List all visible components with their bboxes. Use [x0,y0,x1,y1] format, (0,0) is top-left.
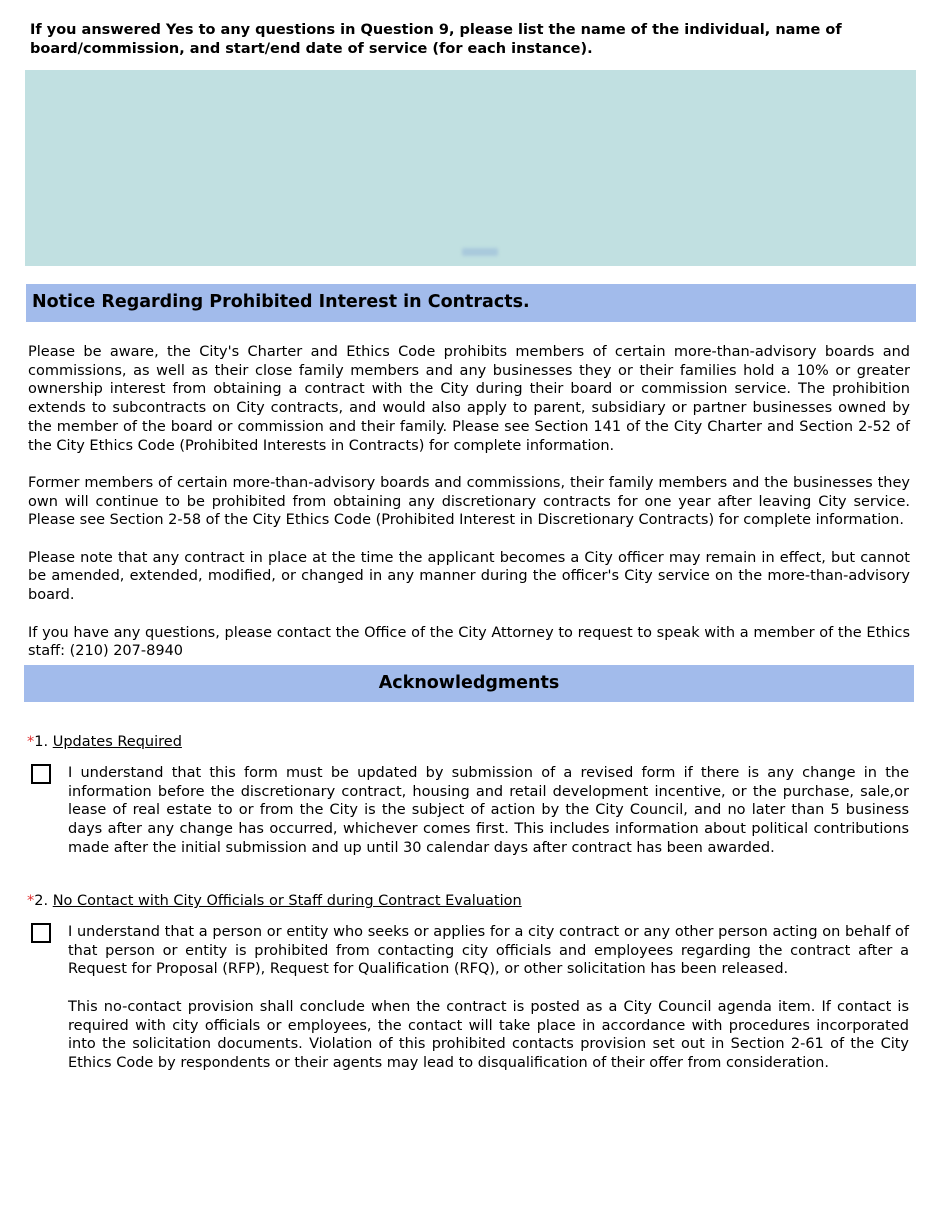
ack-item-2-checkbox[interactable] [31,923,51,943]
question9-answer-textarea[interactable] [25,70,916,266]
notice-paragraph: If you have any questions, please contact the Office of the City Attorney to request to speak with a member of the Ethics staff: (210) 207-8940 [28,624,910,660]
ack-item-1-text [68,764,909,876]
notice-paragraph: Former members of certain more-than-advisory boards and commissions, their family members and the businesses they own will continue to be prohibited from obtaining any discretionary contracts for one year after leaving City service. Please see Section 2-58 of the City Ethics Code (Prohibited Interest in Discretionary Contracts) for complete information. [28,474,910,529]
ack-item-1-checkbox[interactable] [31,764,51,784]
notice-paragraph: Please note that any contract in place at the time the applicant becomes a City officer may remain in effect, but cannot be amended, extended, modified, or changed in any manner during the officer's City service on the more-than-advisory board. [28,549,910,604]
notice-paragraph: Please be aware, the City's Charter and Ethics Code prohibits members of certain more-than-advisory boards and commissions, as well as their close family members and any businesses they or their families hold a 10% or greater ownership interest from obtaining a contract with the City during their board or commission service. The prohibition extends to subcontracts on City contracts, and would also apply to parent, subsidiary or partner businesses owned by the member of the board or commission and their family. Please see Section 141 of the City Charter and Section 2-52 of the City Ethics Code (Prohibited Interests in Contracts) for complete information. [28,344,910,454]
acknowledgments-title: Acknowledgments [378,673,560,693]
ack-item-1-title [27,733,182,752]
textarea-resize-grip[interactable] [462,248,498,256]
ack-item-title-text: Updates Required [52,734,182,750]
ack-item-2-title [27,892,522,911]
ack-item-title-text: No Contact with City Officials or Staff during Contract Evaluation [52,893,522,909]
notice-body [28,343,910,680]
notice-title: Notice Regarding Prohibited Interest in Contracts. [32,292,530,312]
ack-item-number: 2. [34,893,53,909]
ack-item-paragraph: This no-contact provision shall conclude when the contract is posted as a City Council agenda item. If contact is required with city officials or employees, the contact will take place in accordance with procedures incorporated into the solicitation documents. Violation of this prohibited contacts provision set out in Section 2-61 of the City Ethics Code by respondents or their agents may lead to disqualification of their offer from consideration. [68,998,909,1071]
ack-item-2-text [68,923,909,1091]
notice-section-header [26,284,916,322]
ack-item-paragraph: I understand that a person or entity who seeks or applies for a city contract or any other person acting on behalf of that person or entity is prohibited from contacting city officials and employees regarding the contract after a Request for Proposal (RFP), Request for Qualification (RFQ), or other solicitation has been released. [68,924,909,978]
question9-label: If you answered Yes to any questions in Question 9, please list the name of the individual, name of board/commission, and start/end date of service (for each instance). [30,22,842,57]
ack-item-paragraph: I understand that this form must be updated by submission of a revised form if there is any change in the information before the discretionary contract, housing and retail development incentive, or the purchase, sale,or lease of real estate to or from the City is the subject of action by the City Council, and no later than 5 business days after any change has occurred, whichever comes first. This includes information about political contributions made after the initial submission and up until 30 calendar days after contract has been awarded. [68,765,909,856]
ack-item-number: 1. [34,734,53,750]
required-marker: * [27,734,35,750]
acknowledgments-section-header [24,665,914,702]
required-marker: * [27,893,35,909]
